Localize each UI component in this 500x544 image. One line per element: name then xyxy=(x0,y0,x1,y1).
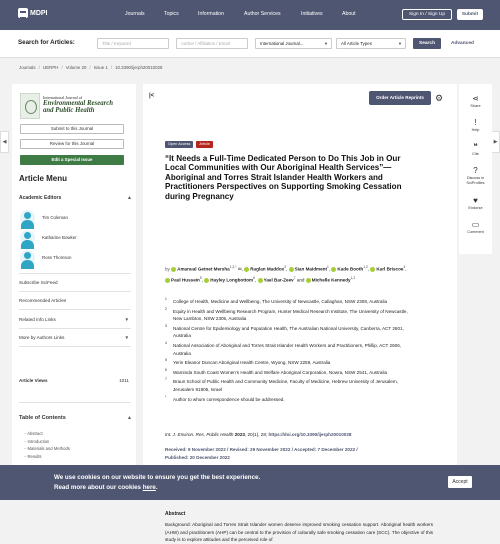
cite-icon: ❝ xyxy=(473,142,478,151)
affiliation-item: 1 College of Health, Medicine and Wellbeing, The University of Newcastle, Callaghan, NSW 2308, Australia xyxy=(165,297,388,304)
orcid-icon[interactable] xyxy=(289,267,294,272)
orcid-icon[interactable] xyxy=(204,278,209,283)
author-name[interactable]: Kade Booth xyxy=(337,266,364,272)
discuss-label: Discuss in SciProfiles xyxy=(466,176,485,185)
breadcrumb-journals[interactable]: Journals xyxy=(19,65,36,70)
journal-cover-image xyxy=(20,93,40,119)
academic-editors-toggle[interactable] xyxy=(19,195,132,201)
advanced-search-link[interactable]: Advanced xyxy=(451,41,474,46)
editor-name: Tim Coleman xyxy=(42,215,68,220)
divider xyxy=(19,328,131,329)
share-tool[interactable] xyxy=(459,94,492,109)
breadcrumb: Journals / IJERPH / Volume 20 / Issue 1 / 10.3390/ijerph20010028 xyxy=(19,65,163,70)
breadcrumb-doi: 10.3390/ijerph20010028 xyxy=(115,65,163,70)
cookie-message: We use cookies on our website to ensure you get the best experience. xyxy=(54,474,261,481)
orcid-icon[interactable] xyxy=(165,278,170,283)
endorse-icon: ♥ xyxy=(473,196,478,205)
avatar-icon xyxy=(20,250,35,265)
citation-journal: Int. J. Environ. Res. Public Health xyxy=(165,432,234,437)
cite-tool[interactable] xyxy=(459,142,492,157)
cite-label: Cite xyxy=(472,152,479,156)
abstract-heading: Abstract xyxy=(165,511,186,517)
discuss-icon: ? xyxy=(473,166,478,175)
journal-select[interactable] xyxy=(255,38,332,49)
article-badges xyxy=(165,141,213,148)
nav-topics[interactable]: Topics xyxy=(164,11,179,17)
nav-initiatives[interactable]: Initiatives xyxy=(301,11,323,17)
comment-icon: ▭ xyxy=(471,220,480,229)
open-access-badge: Open Access xyxy=(165,141,193,148)
affiliation-item: 5 Yerin Eleanor Duncan Aboriginal Health Centre, Wyong, NSW 2259, Australia xyxy=(165,358,331,366)
chevron-down-icon: ▼ xyxy=(398,41,402,46)
affiliation-item: 7 Braun School of Public Health and Community Medicine, Faculty of Medicine, Hebrew University of Jerusalem, Jerusalem 91905, Israel xyxy=(165,377,398,392)
toc-item-introduction[interactable]: – Introduction xyxy=(24,438,70,446)
by-label: by xyxy=(165,266,170,272)
orcid-icon[interactable] xyxy=(370,267,375,272)
author-name[interactable]: Yael Bar-Zeev xyxy=(263,277,294,283)
breadcrumb-volume[interactable]: Volume 20 xyxy=(65,65,87,70)
divider xyxy=(19,346,131,347)
recommended-articles-label: Recommended Articles xyxy=(19,298,67,303)
author-name[interactable]: Michelle Kennedy xyxy=(311,277,351,283)
dates-line-2: Published: 20 December 2022 xyxy=(165,455,230,460)
next-article-arrow-icon[interactable]: ▶ xyxy=(491,131,500,153)
journal-title-small: International Journal of xyxy=(43,95,83,100)
divider xyxy=(19,309,131,310)
author-name[interactable]: Paul Hussein xyxy=(171,277,200,283)
author-name[interactable]: Raglan Maddox xyxy=(250,266,285,272)
breadcrumb-journal[interactable]: IJERPH xyxy=(42,65,59,70)
right-tool-sidebar xyxy=(459,84,492,254)
academic-editors-label: Academic Editors xyxy=(19,195,62,201)
article-type-select[interactable] xyxy=(336,38,406,49)
left-sidebar xyxy=(12,84,136,500)
doi-link[interactable]: https://doi.org/10.3390/ijerph20010028 xyxy=(268,432,352,437)
editor-name: Katharine Bowker xyxy=(42,235,77,240)
table-of-contents-label: Table of Contents xyxy=(19,415,66,421)
dates-line-1: Received: 9 November 2022 / Revised: 29 November 2022 / Accepted: 7 December 2022 / xyxy=(165,447,358,452)
toc-list xyxy=(24,430,70,460)
editor-item[interactable] xyxy=(20,250,130,266)
comment-label: Comment xyxy=(467,230,484,234)
article-views-count: 1011 xyxy=(119,378,129,383)
toc-item-abstract[interactable]: – Abstract xyxy=(24,430,70,438)
divider xyxy=(19,273,131,274)
toc-item-results[interactable]: – Results xyxy=(24,453,70,461)
edit-special-issue-button[interactable]: Edit a Special Issue xyxy=(20,155,124,165)
citation-volume: , 20(1), 28; xyxy=(244,432,268,437)
related-info-links-label: Related Info Links xyxy=(19,317,56,322)
breadcrumb-issue[interactable]: Issue 1 xyxy=(93,65,108,70)
affiliation-item: * Author to whom correspondence should be addressed. xyxy=(165,394,285,402)
toc-item-methods[interactable]: – Materials and Methods xyxy=(24,445,70,453)
help-tool[interactable] xyxy=(459,118,492,133)
discuss-tool[interactable] xyxy=(459,166,492,185)
endorse-tool[interactable] xyxy=(459,196,492,211)
mdpi-logo-text: MDPI xyxy=(30,9,48,17)
article-views-label: Article Views xyxy=(19,378,48,383)
avatar-icon xyxy=(20,230,35,245)
table-of-contents-toggle[interactable] xyxy=(19,415,132,421)
divider xyxy=(19,402,131,403)
nav-journals[interactable]: Journals xyxy=(125,11,145,17)
avatar-icon xyxy=(20,210,35,225)
search-button[interactable]: Search xyxy=(413,38,441,49)
article-type-badge: Article xyxy=(196,141,213,148)
help-icon: ! xyxy=(474,118,477,127)
search-bar xyxy=(0,30,500,58)
recommended-articles-link[interactable] xyxy=(19,298,131,303)
journal-select-value: International Journal... xyxy=(260,41,304,46)
author-name[interactable]: Karl Briscoe xyxy=(376,266,404,272)
nav-about[interactable]: About xyxy=(342,11,356,17)
help-label: Help xyxy=(471,128,480,132)
chevron-down-icon: ▼ xyxy=(124,335,129,340)
collapse-sidebar-icon[interactable]: |< xyxy=(149,93,155,99)
search-label: Search for Articles: xyxy=(18,39,75,46)
author-name[interactable]: Amanual Getnet Mersha xyxy=(177,266,230,272)
chevron-up-icon: ▲ xyxy=(127,415,132,421)
orcid-icon[interactable] xyxy=(244,267,249,272)
share-label: Share xyxy=(470,104,481,108)
article-main xyxy=(143,84,457,543)
title-keyword-input[interactable]: Title / Keyword xyxy=(97,38,169,49)
chevron-up-icon: ▲ xyxy=(127,195,132,201)
article-type-value: All Article Types xyxy=(341,41,372,46)
affiliation-item: 4 National Association of Aboriginal and Torres Strait Islander Health Workers and Practitioners, Phillip, ACT 2606, Australia xyxy=(165,340,402,356)
journal-title-big: Environmental Research and Public Health xyxy=(43,100,114,114)
submit-to-journal-button[interactable]: Submit to this Journal xyxy=(20,124,124,134)
related-info-links-toggle[interactable] xyxy=(19,317,131,322)
signin-button[interactable]: Sign In / Sign Up xyxy=(402,9,452,20)
affiliation-item: 2 Equity in Health and Wellbeing Research Program, Hunter Medical Research Institute, The University of Newcastle, New Lambton, NSW 2305, Australia xyxy=(165,306,408,322)
order-reprints-button[interactable]: Order Article Reprints xyxy=(369,91,431,105)
citation-line xyxy=(165,432,351,437)
top-navbar xyxy=(0,0,500,30)
comment-tool[interactable] xyxy=(459,220,492,235)
submit-button[interactable]: Submit xyxy=(457,9,483,20)
divider xyxy=(19,291,131,292)
review-for-journal-button[interactable]: Review for this Journal xyxy=(20,139,124,149)
cookie-banner xyxy=(0,465,500,500)
publication-dates xyxy=(165,446,425,462)
gear-icon[interactable]: ⚙ xyxy=(434,93,444,103)
article-menu-title: Article Menu xyxy=(19,174,68,183)
editor-name: Ross Thomson xyxy=(42,255,72,260)
orcid-icon[interactable] xyxy=(331,267,336,272)
chevron-down-icon: ▼ xyxy=(324,41,328,46)
author-list: by Amanual Getnet Mersha$^{1,2,*}$ ✉, Raglan Maddox$^3$, Sian Maidment$^1$, Kade Booth$^{1,2}$, Karl Briscoe$^4$, Paul Hussein$^5$, Hayley Longbottom$^6$, Yael Bar-Zeev$^7$ and Michelle Kennedy$^{1,2}$ xyxy=(165,265,407,283)
article-views xyxy=(19,378,131,383)
nav-author-services[interactable]: Author Services xyxy=(244,11,281,17)
more-by-authors-toggle[interactable] xyxy=(19,335,131,340)
citation-year: 2023 xyxy=(234,432,245,437)
nav-information[interactable]: Information xyxy=(198,11,224,17)
subscribe-scifeed-label: Subscribe SciFeed xyxy=(19,280,58,285)
affiliation-item: 6 Waminda South Coast Women’s Health and Welfare Aboriginal Corporation, Nowra, NSW 2541, Australia xyxy=(165,367,388,375)
author-name[interactable]: Hayley Longbottom xyxy=(210,277,254,283)
article-title: “It Needs a Full-Time Dedicated Person to Do This Job in Our Local Communities with Our Aboriginal Health Services”—Aboriginal and Torres Strait Islander Health Workers and Practitioners Perspectives on Supporting Smoking Cessation during Pregnancy xyxy=(165,154,402,201)
chevron-down-icon: ▼ xyxy=(124,317,129,322)
editor-item[interactable] xyxy=(20,230,130,246)
cookie-here-link[interactable]: here xyxy=(142,484,156,491)
orcid-icon[interactable] xyxy=(171,267,176,272)
envelope-icon[interactable]: ✉ xyxy=(237,266,242,272)
author-input[interactable]: Author / Affiliation / Email xyxy=(176,38,248,49)
previous-article-arrow-icon[interactable]: ◀ xyxy=(0,131,9,153)
author-name[interactable]: Sian Maidment xyxy=(294,266,328,272)
share-icon: ⋖ xyxy=(472,94,479,103)
editor-item[interactable] xyxy=(20,210,130,226)
endorse-label: Endorse xyxy=(468,206,483,210)
affiliation-list xyxy=(165,298,417,405)
subscribe-scifeed-link[interactable] xyxy=(19,280,131,285)
accept-cookies-button[interactable]: Accept xyxy=(448,476,472,488)
journal-logo[interactable] xyxy=(20,93,124,121)
orcid-icon[interactable] xyxy=(258,278,263,283)
orcid-icon[interactable] xyxy=(306,278,311,283)
abstract-text: Background: Aboriginal and Torres Strait Islander women deserve improved smoking cessation support. Aboriginal health workers (AHW) and practitioners (AHP) can be central to the provision of culturally safe smoking cessation care (SCC). The objective of this study is to explore attitudes and the perceived role of xyxy=(165,522,433,543)
cookie-more-info: Read more about our cookies here. xyxy=(54,484,158,491)
more-by-authors-label: More by Authors Links xyxy=(19,335,65,340)
affiliation-item: 3 National Centre for Epidemiology and Population Health, The Australian National University, Canberra, ACT 2601, Australia xyxy=(165,323,404,339)
